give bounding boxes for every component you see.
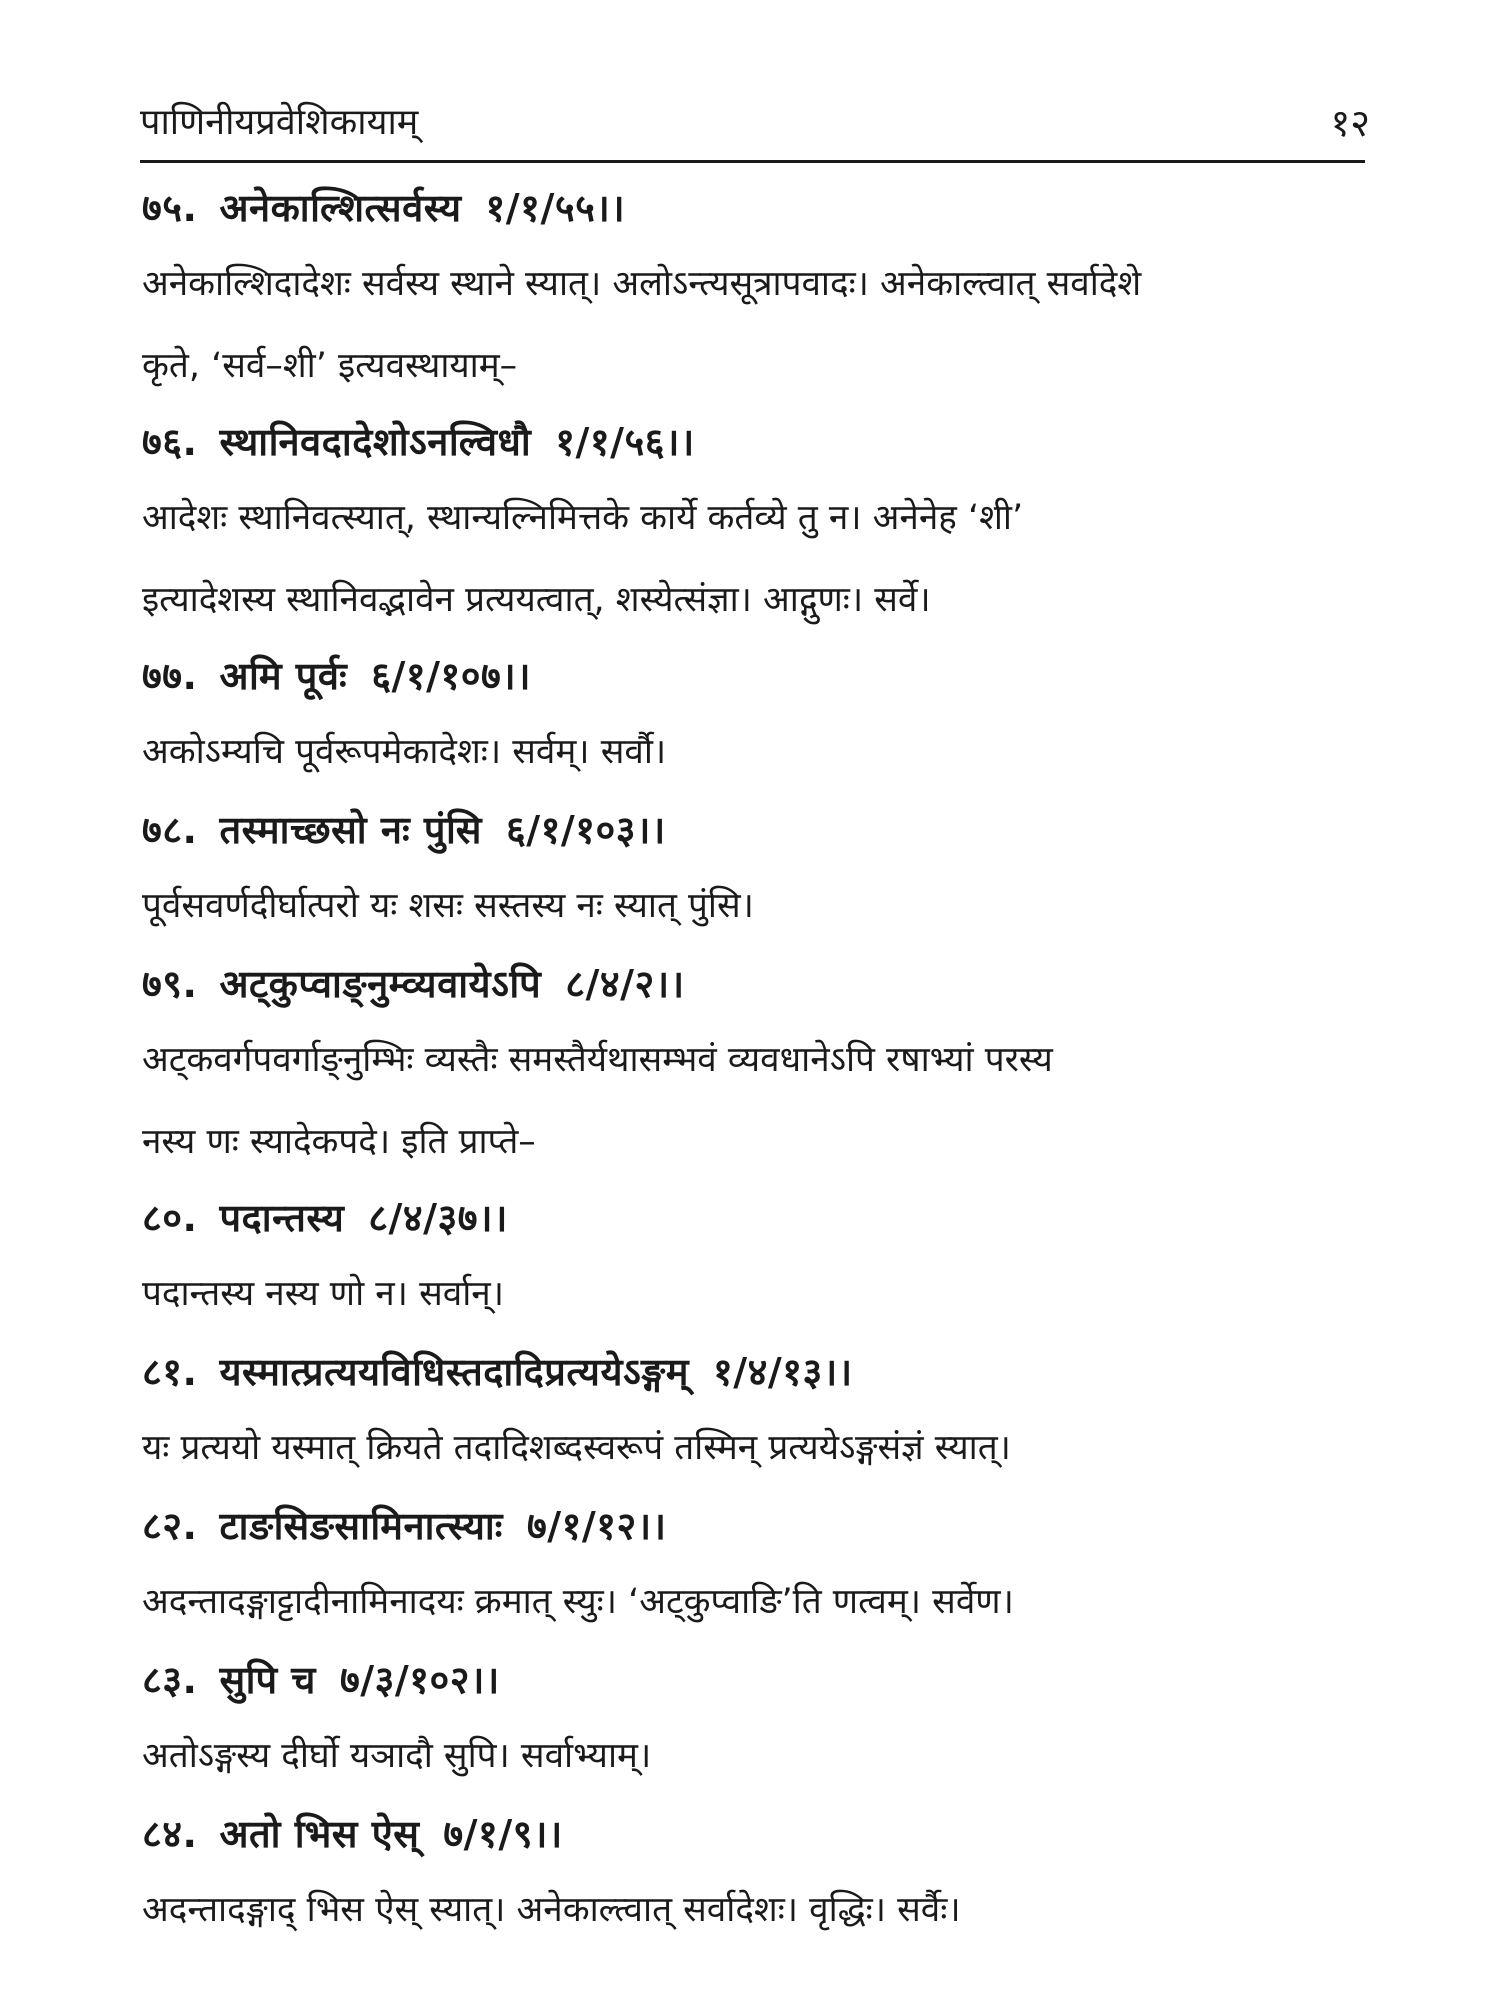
sutra-heading	[142, 948, 1372, 1020]
sutra-number: ७७.	[142, 654, 198, 698]
commentary-line: अदन्तादङ्गाट्टादीनामिनादयः क्रमात् स्युः। ‘अट्कुप्वाङि’ति णत्वम्। सर्वेण।	[142, 1582, 1014, 1622]
sutra-reference: ८/४/३७।।	[368, 1196, 508, 1240]
sutra-reference: १/१/५६।।	[555, 420, 695, 464]
sutra-number: ८३.	[142, 1658, 198, 1702]
commentary-line: अनेकाल्शिदादेशः सर्वस्य स्थाने स्यात्। अलोऽन्त्यसूत्रापवादः। अनेकाल्त्वात् सर्वादेशे	[142, 264, 1142, 304]
sutra-heading	[142, 794, 1372, 866]
sutra-reference: १/४/१३।।	[713, 1350, 853, 1394]
sutra-heading	[142, 172, 1372, 244]
sutra-text: टाङसिङसामिनात्स्याः	[219, 1504, 503, 1548]
sutra-reference: ७/१/१२।।	[526, 1504, 667, 1548]
sutra-reference: १/१/५५।।	[485, 186, 626, 230]
sutra-reference: ७/१/९।।	[443, 1812, 563, 1856]
sutra-text: अट्कुप्वाङ्नुम्व्यवायेऽपि	[219, 962, 542, 1006]
sutra-number: ८१.	[142, 1350, 198, 1394]
commentary-line: इत्यादेशस्य स्थानिवद्भावेन प्रत्ययत्वात्, शस्येत्संज्ञा। आद्गुणः। सर्वे।	[142, 580, 931, 620]
sutra-number: ८२.	[142, 1504, 198, 1548]
sutra-text: तस्माच्छसो नः पुंसि	[219, 808, 482, 852]
commentary-line: अतोऽङ्गस्य दीर्घो यञादौ सुपि। सर्वाभ्याम्।	[142, 1736, 652, 1776]
page-number: १२	[1330, 101, 1370, 145]
commentary-line: नस्य णः स्यादेकपदे। इति प्राप्ते–	[142, 1122, 536, 1162]
commentary-line: कृते, ‘सर्व–शी’ इत्यवस्थायाम्–	[142, 346, 518, 386]
sutra-text: अनेकाल्शित्सर्वस्य	[219, 186, 462, 230]
sutra-reference: ६/१/१०७।।	[371, 654, 532, 698]
commentary-line: अट्कवर्गपवर्गाङ्नुम्भिः व्यस्तैः समस्तैर्यथासम्भवं व्यवधानेऽपि रषाभ्यां परस्य	[142, 1040, 1053, 1080]
sutra-text: अतो भिस ऐस्	[219, 1812, 420, 1856]
sutra-heading	[142, 640, 1372, 712]
commentary-line: यः प्रत्ययो यस्मात् क्रियते तदादिशब्दस्वरूपं तस्मिन् प्रत्ययेऽङ्गसंज्ञं स्यात्।	[142, 1428, 1011, 1468]
sutra-number: ७६.	[142, 420, 198, 464]
commentary-line: आदेशः स्थानिवत्स्यात्, स्थान्यल्निमित्तके कार्ये कर्तव्ये तु न। अनेनेह ‘शी’	[142, 498, 1024, 538]
sutra-heading	[142, 406, 1372, 478]
sutra-reference: ६/१/१०३।।	[505, 808, 666, 852]
commentary-line: अदन्तादङ्गाद् भिस ऐस् स्यात्। अनेकाल्त्वात् सर्वादेशः। वृद्धिः। सर्वैः।	[142, 1890, 961, 1930]
sutra-number: ७९.	[142, 962, 198, 1006]
sutra-reference: ७/३/१०२।।	[339, 1658, 500, 1702]
running-title: पाणिनीयप्रवेशिकायाम्	[140, 102, 419, 143]
header-rule	[140, 160, 1365, 163]
commentary-line: पदान्तस्य नस्य णो न। सर्वान्।	[142, 1274, 504, 1314]
sutra-number: ७५.	[142, 186, 198, 230]
sutra-number: ७८.	[142, 808, 198, 852]
commentary-line: अकोऽम्यचि पूर्वरूपमेकादेशः। सर्वम्। सर्वौ।	[142, 732, 667, 772]
sutra-text: यस्मात्प्रत्ययविधिस्तदादिप्रत्ययेऽङ्गम्	[219, 1350, 690, 1394]
sutra-reference: ८/४/२।।	[565, 962, 685, 1006]
commentary-line: पूर्वसवर्णदीर्घात्परो यः शसः सस्तस्य नः स्यात् पुंसि।	[142, 886, 754, 926]
sutra-heading	[142, 1490, 1372, 1562]
sutra-heading	[142, 1182, 1372, 1254]
sutra-heading	[142, 1336, 1372, 1408]
sutra-heading	[142, 1644, 1372, 1716]
page-body	[142, 172, 1372, 1952]
sutra-number: ८०.	[142, 1196, 198, 1240]
sutra-text: सुपि च	[219, 1658, 316, 1702]
sutra-number: ८४.	[142, 1812, 198, 1856]
sutra-heading	[142, 1798, 1372, 1870]
sutra-text: अमि पूर्वः	[219, 654, 348, 698]
sutra-text: स्थानिवदादेशोऽनल्विधौ	[219, 420, 532, 464]
sutra-text: पदान्तस्य	[219, 1196, 345, 1240]
